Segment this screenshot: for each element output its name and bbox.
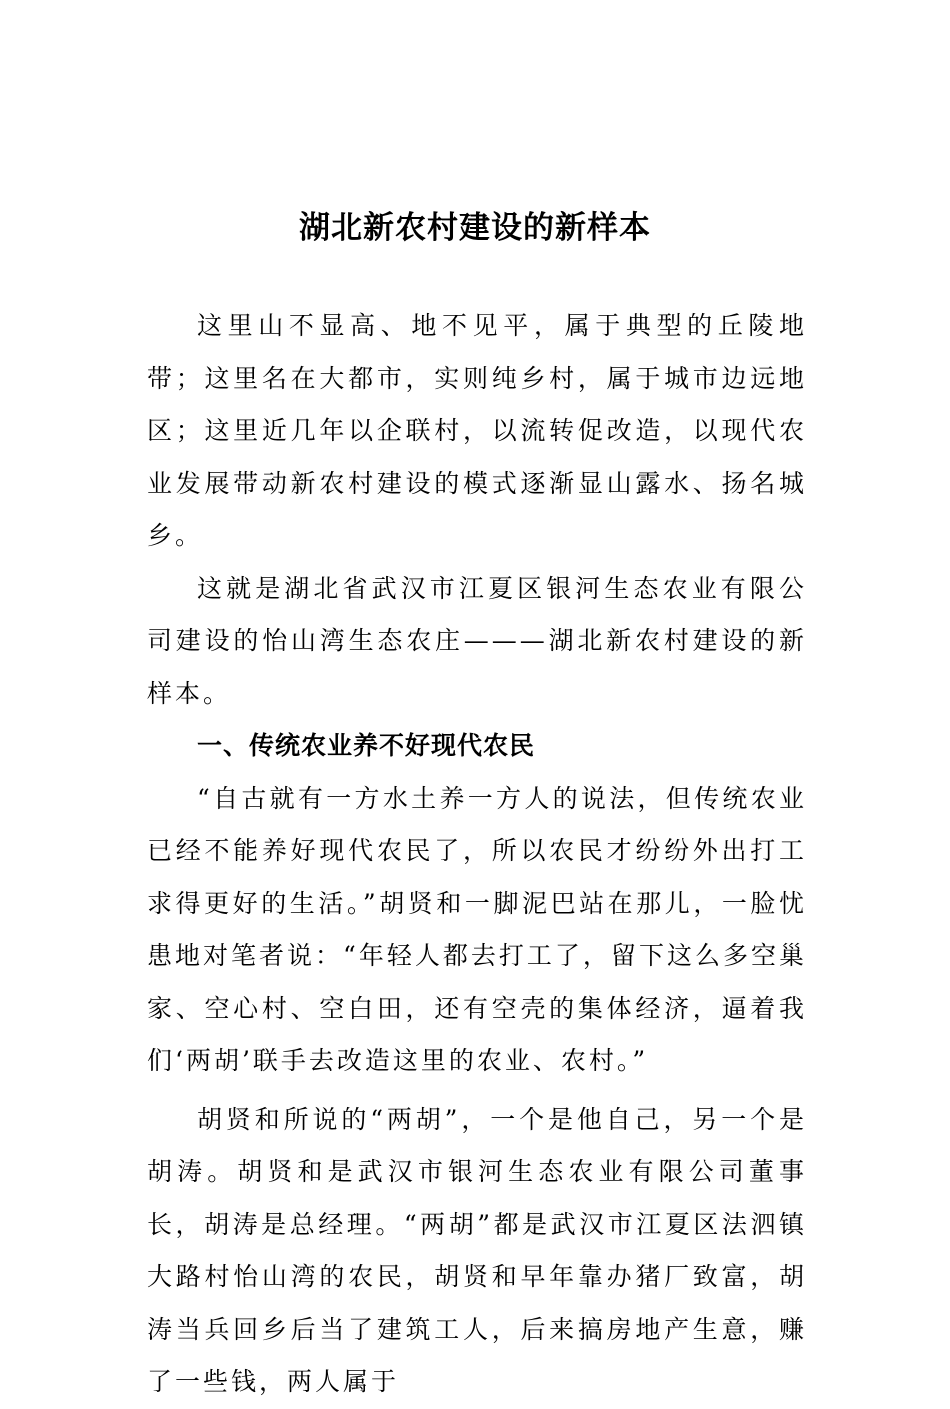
page-title: 湖北新农村建设的新样本 <box>299 210 651 246</box>
paragraph-intro: 这里山不显高、地不见平，属于典型的丘陵地带；这里名在大都市，实则纯乡村，属于城市边远地区；这里近几年以企联村，以流转促改造，以现代农业发展带动新农村建设的模式逐渐显山露水、扬名城乡。 <box>147 311 807 550</box>
paragraph-two-hu: 胡贤和所说的“两胡”，一个是他自己，另一个是胡涛。胡贤和是武汉市银河生态农业有限公司董事长，胡涛是总经理。“两胡”都是武汉市江夏区法泗镇大路村怡山湾的农民，胡贤和早年靠办猪厂致富，胡涛当兵回乡后当了建筑工人，后来搞房地产生意，赚了一些钱，两人属于 <box>147 1104 807 1396</box>
paragraph-quote: “自古就有一方水土养一方人的说法，但传统农业已经不能养好现代农民了，所以农民才纷纷外出打工求得更好的生活。”胡贤和一脚泥巴站在那儿，一脸忧患地对笔者说：“年轻人都去打工了，留下这么多空巢家、空心村、空白田，还有空壳的集体经济，逼着我们‘两胡’联手去改造这里的农业、农村。” <box>147 783 807 1075</box>
document-body <box>147 300 807 1409</box>
section-heading: 一、传统农业养不好现代农民 <box>197 731 536 760</box>
paragraph-sample: 这就是湖北省武汉市江夏区银河生态农业有限公司建设的怡山湾生态农庄———湖北新农村建设的新样本。 <box>147 573 807 708</box>
